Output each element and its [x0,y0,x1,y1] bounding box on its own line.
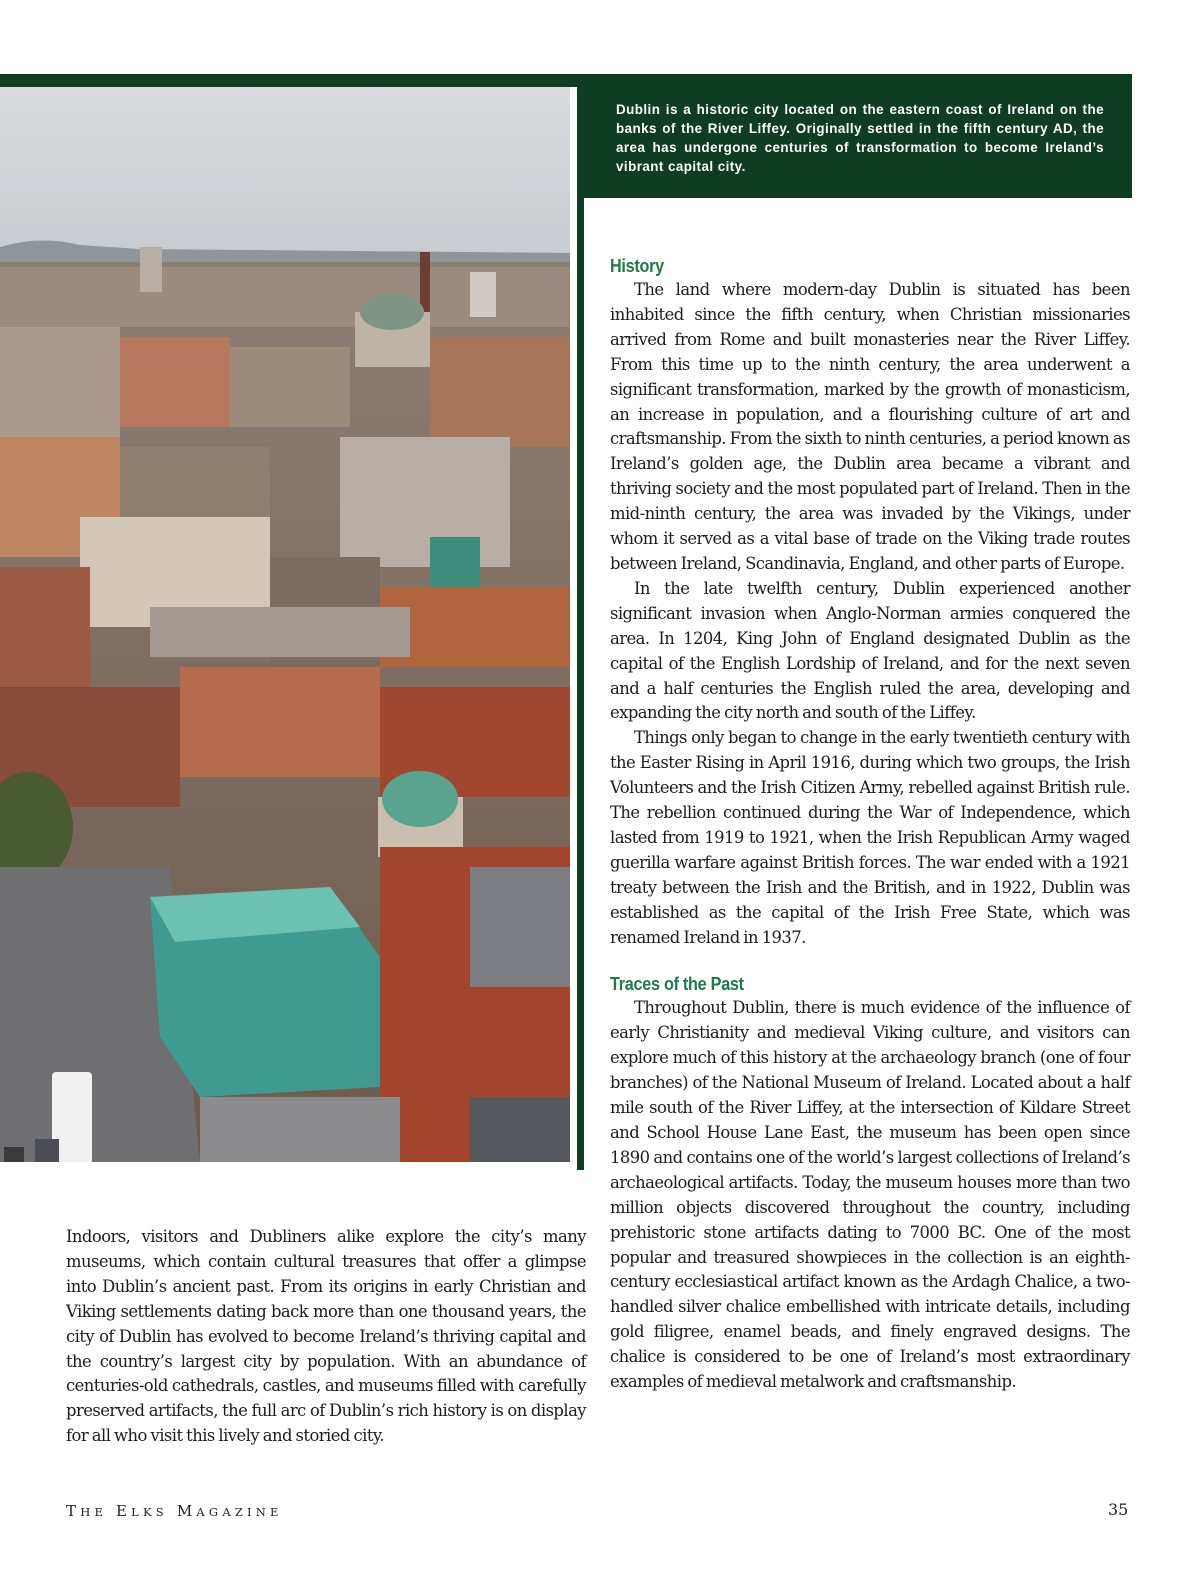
photo-caption: Dublin is a historic city located on the eastern coast of Ireland on the banks of the River Liffey. Originally settled in the fifth century AD, the area has undergone centuries of transformation to become Ireland’s vibrant capital city. [616,102,1104,174]
right-column [610,254,1130,1395]
intro-closing-paragraph: Indoors, visitors and Dubliners alike explore the city’s many museums, which contain cultural treasures that offer a glimpse into Dublin’s ancient past. From its origins in early Christian and Viking settlements dating back more than one thousand years, the city of Dublin has evolved to become Ireland’s thriving capital and the country’s largest city by population. With an abundance of centuries-old cathedrals, castles, and museums filled with carefully preserved artifacts, the full arc of Dublin’s rich history is on display for all who visit this lively and storied city. [66,1227,586,1446]
magazine-name: THE ELKS MAGAZINE [66,1502,283,1520]
history-paragraph-2: In the late twelfth century, Dublin experienced another significant invasion when Anglo-Norman armies conquered the area. In 1204, King John of England designated Dublin as the capital of the English Lordship of Ireland, and for the next seven and a half centuries the English ruled the area, developing and expanding the city north and south of the Liffey. [610,578,1130,723]
caption-box [584,80,1132,198]
history-paragraph-1: The land where modern-day Dublin is situated has been inhabited since the fifth century, when Christian missionaries arrived from Rome and built monasteries near the River Liffey. From this time up to the ninth century, the area underwent a significant transformation, marked by the growth of monasticism, an increase in population, and a flourishing culture of art and craftsmanship. From the sixth to ninth centuries, a period known as Ireland’s golden age, the Dublin area became a vibrant and thriving society and the most populated part of Ireland. Then in the mid-ninth century, the area was invaded by the Vikings, under whom it served as a vital base of trade on the Viking trade routes between Ireland, Scandinavia, England, and other parts of Europe. [610,280,1130,573]
section-heading-history: History [610,256,664,276]
page-number: 35 [1108,1500,1129,1519]
photo-frame [0,80,584,1170]
traces-paragraph-1: Throughout Dublin, there is much evidence of the influence of early Christianity and medieval Viking culture, and visitors can explore much of this history at the archaeology branch (one of four branches) of the National Museum of Ireland. Located about a half mile south of the River Liffey, at the intersection of Kildare Street and School House Lane East, the museum has been open since 1890 and contains one of the world’s largest collections of Ireland’s archaeological artifacts. Today, the museum houses more than two million objects discovered throughout the country, including prehistoric stone artifacts dating to 7000 BC. One of the most popular and treasured showpieces in the collection is an eighth-century ecclesiastical artifact known as the Ardagh Chalice, a two-handled silver chalice embellished with intricate details, including gold filigree, enamel beads, and finely engraved designs. The chalice is considered to be one of Ireland’s most extraordinary examples of medieval metalwork and craftsmanship. [610,998,1130,1392]
dublin-cityscape-photo [0,87,570,1162]
section-heading-traces: Traces of the Past [610,974,744,995]
history-paragraph-3: Things only began to change in the early twentieth century with the Easter Rising in April 1916, during which two groups, the Irish Volunteers and the Irish Citizen Army, rebelled against British rule. The rebellion continued during the War of Independence, which lasted from 1919 to 1921, when the Irish Republican Army waged guerilla warfare against British forces. The war ended with a 1921 treaty between the Irish and the British, and in 1922, Dublin was established as the capital of the Irish Free State, which was renamed Ireland in 1937. [610,728,1130,947]
